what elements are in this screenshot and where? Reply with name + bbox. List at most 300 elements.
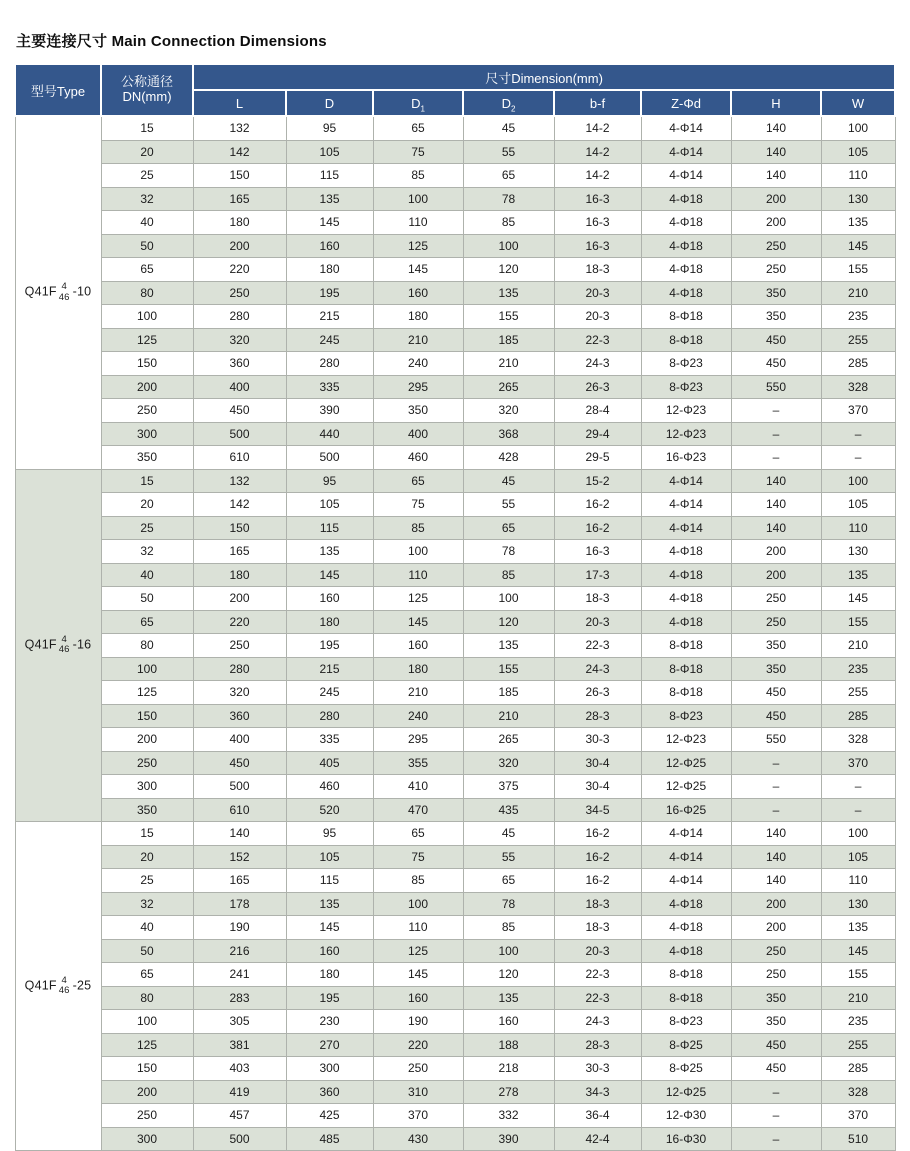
column-header-l: L <box>193 90 286 116</box>
dimension-cell: 265 <box>463 728 554 752</box>
table-row <box>15 986 895 1010</box>
dimension-cell: 155 <box>463 305 554 329</box>
column-header-d1: $D_1$ <box>373 90 463 116</box>
dimension-cell: 368 <box>463 422 554 446</box>
dimension-cell: 200 <box>731 916 821 940</box>
dn-cell: 200 <box>101 375 193 399</box>
dimension-cell: 85 <box>463 563 554 587</box>
dimension-cell: 12-Φ25 <box>641 751 731 775</box>
table-row <box>15 681 895 705</box>
dimension-cell: 34-5 <box>554 798 641 822</box>
dimension-cell: 190 <box>373 1010 463 1034</box>
dn-cell: 50 <box>101 939 193 963</box>
dn-cell: 25 <box>101 869 193 893</box>
dn-cell: 80 <box>101 281 193 305</box>
valve-type-cell: Q41F 4 46 -16 <box>15 469 101 822</box>
dn-header-line1: 公称通径 <box>120 74 173 90</box>
dimension-cell: 110 <box>373 563 463 587</box>
dimension-cell: 135 <box>821 563 895 587</box>
dimension-cell: 240 <box>373 352 463 376</box>
dn-cell: 80 <box>101 634 193 658</box>
dimension-cell: 400 <box>193 728 286 752</box>
dimension-cell: 320 <box>193 328 286 352</box>
dimension-cell: 450 <box>731 1033 821 1057</box>
dimension-cell: 4-Φ18 <box>641 540 731 564</box>
dn-cell: 15 <box>101 116 193 140</box>
dimension-cell: 100 <box>373 187 463 211</box>
dimension-cell: 430 <box>373 1127 463 1151</box>
dn-cell: 100 <box>101 1010 193 1034</box>
table-row <box>15 892 895 916</box>
dimension-cell: 210 <box>463 704 554 728</box>
dimension-cell: 435 <box>463 798 554 822</box>
dimension-cell: 100 <box>373 892 463 916</box>
dimension-cell: 26-3 <box>554 681 641 705</box>
dn-cell: 40 <box>101 916 193 940</box>
dimension-cell: 4-Φ18 <box>641 587 731 611</box>
column-header-bf: b-f <box>554 90 641 116</box>
dimension-cell: 150 <box>193 516 286 540</box>
dimension-cell: 28-4 <box>554 399 641 423</box>
dimension-cell: 4-Φ18 <box>641 234 731 258</box>
dimension-cell: 450 <box>731 328 821 352</box>
dimension-cell: 235 <box>821 305 895 329</box>
dimension-cell: 335 <box>286 728 373 752</box>
dimension-cell: 95 <box>286 469 373 493</box>
valve-type-cell: Q41F 4 46 -10 <box>15 116 101 469</box>
dimension-cell: 105 <box>821 493 895 517</box>
dimension-cell: 145 <box>373 963 463 987</box>
dimension-cell: 230 <box>286 1010 373 1034</box>
dimension-cell: 115 <box>286 869 373 893</box>
dimension-cell: 4-Φ14 <box>641 516 731 540</box>
dimension-cell: 125 <box>373 939 463 963</box>
table-row <box>15 140 895 164</box>
table-row <box>15 869 895 893</box>
dimension-cell: – <box>821 422 895 446</box>
dimension-cell: 255 <box>821 328 895 352</box>
dimension-cell: 160 <box>373 281 463 305</box>
dimension-cell: 370 <box>821 399 895 423</box>
dimension-cell: 178 <box>193 892 286 916</box>
dimension-cell: – <box>731 1104 821 1128</box>
dimension-cell: 210 <box>463 352 554 376</box>
dimension-cell: 36-4 <box>554 1104 641 1128</box>
dimension-cell: 142 <box>193 140 286 164</box>
dimension-cell: 18-3 <box>554 916 641 940</box>
dimension-cell: 110 <box>373 211 463 235</box>
dimension-cell: 110 <box>821 516 895 540</box>
table-header <box>15 64 895 116</box>
dimension-cell: 250 <box>731 258 821 282</box>
dimension-cell: 17-3 <box>554 563 641 587</box>
dn-cell: 80 <box>101 986 193 1010</box>
dimension-cell: 75 <box>373 140 463 164</box>
dimension-cell: 22-3 <box>554 963 641 987</box>
dn-cell: 50 <box>101 587 193 611</box>
type-stacked-figures: 4 46 <box>58 633 70 656</box>
dimension-cell: 215 <box>286 305 373 329</box>
dimension-cell: 350 <box>731 305 821 329</box>
column-header-dn <box>101 64 193 116</box>
dimension-cell: 165 <box>193 187 286 211</box>
dimension-cell: 12-Φ25 <box>641 775 731 799</box>
dimension-cell: 140 <box>731 845 821 869</box>
dimension-cell: 235 <box>821 1010 895 1034</box>
dimension-cell: 155 <box>821 258 895 282</box>
dimension-cell: 45 <box>463 469 554 493</box>
dimension-cell: 195 <box>286 986 373 1010</box>
dimension-cell: 295 <box>373 375 463 399</box>
dimension-cell: 165 <box>193 869 286 893</box>
dimension-cell: 132 <box>193 116 286 140</box>
dimension-cell: 4-Φ18 <box>641 892 731 916</box>
dimension-cell: – <box>731 751 821 775</box>
dimension-cell: 250 <box>193 281 286 305</box>
dn-cell: 65 <box>101 963 193 987</box>
dimension-cell: 16-2 <box>554 516 641 540</box>
dimension-cell: 250 <box>731 939 821 963</box>
dimension-cell: 185 <box>463 681 554 705</box>
dimension-cell: 4-Φ18 <box>641 610 731 634</box>
table-row <box>15 657 895 681</box>
dimension-cell: 28-3 <box>554 1033 641 1057</box>
dimension-cell: 20-3 <box>554 939 641 963</box>
dimension-cell: 381 <box>193 1033 286 1057</box>
dimension-cell: 220 <box>193 258 286 282</box>
dimension-cell: 400 <box>373 422 463 446</box>
dimension-cell: 120 <box>463 258 554 282</box>
dimension-cell: 360 <box>193 352 286 376</box>
dimension-cell: 457 <box>193 1104 286 1128</box>
dimension-cell: 4-Φ14 <box>641 493 731 517</box>
dimension-cell: 350 <box>731 1010 821 1034</box>
dn-cell: 20 <box>101 845 193 869</box>
table-row <box>15 1127 895 1151</box>
dimension-cell: 100 <box>463 234 554 258</box>
dimension-cell: 135 <box>821 916 895 940</box>
dimension-cell: 4-Φ14 <box>641 116 731 140</box>
dimension-cell: 405 <box>286 751 373 775</box>
dimension-cell: 150 <box>193 164 286 188</box>
dimension-cell: 320 <box>463 399 554 423</box>
dimension-cell: 14-2 <box>554 164 641 188</box>
table-row <box>15 281 895 305</box>
dimension-cell: 410 <box>373 775 463 799</box>
dimension-cell: 140 <box>731 469 821 493</box>
dimension-cell: 4-Φ18 <box>641 211 731 235</box>
dimension-cell: 142 <box>193 493 286 517</box>
dimension-cell: 110 <box>821 869 895 893</box>
dimension-cell: 12-Φ30 <box>641 1104 731 1128</box>
dimension-cell: 65 <box>373 116 463 140</box>
dimension-cell: 428 <box>463 446 554 470</box>
dimension-cell: – <box>731 446 821 470</box>
dimension-cell: 135 <box>463 986 554 1010</box>
table-row <box>15 1057 895 1081</box>
dimension-cell: 95 <box>286 116 373 140</box>
dimension-cell: 450 <box>731 681 821 705</box>
dimension-cell: 278 <box>463 1080 554 1104</box>
dimension-cell: 120 <box>463 610 554 634</box>
column-header-zd: Z-Φd <box>641 90 731 116</box>
dimension-cell: 152 <box>193 845 286 869</box>
dimension-cell: 115 <box>286 516 373 540</box>
dimension-cell: 185 <box>463 328 554 352</box>
dn-cell: 150 <box>101 1057 193 1081</box>
column-header-h: H <box>731 90 821 116</box>
dimension-cell: 216 <box>193 939 286 963</box>
dimension-cell: 65 <box>373 822 463 846</box>
dimension-cell: 8-Φ18 <box>641 634 731 658</box>
dimension-cell: 4-Φ14 <box>641 140 731 164</box>
table-row <box>15 822 895 846</box>
dimension-cell: 100 <box>821 469 895 493</box>
dimension-cell: 190 <box>193 916 286 940</box>
column-header-w: W <box>821 90 895 116</box>
dimension-cell: 4-Φ18 <box>641 281 731 305</box>
dimension-cell: 520 <box>286 798 373 822</box>
dimension-cell: 8-Φ25 <box>641 1057 731 1081</box>
dimension-cell: 24-3 <box>554 657 641 681</box>
dimension-cell: 130 <box>821 892 895 916</box>
dimension-cell: 15-2 <box>554 469 641 493</box>
type-stacked-figures: 4 46 <box>58 974 70 996</box>
dimension-cell: 12-Φ23 <box>641 399 731 423</box>
dimension-cell: 250 <box>731 587 821 611</box>
table-row <box>15 540 895 564</box>
column-header-d2: $D_2$ <box>463 90 554 116</box>
dimension-cell: 140 <box>731 869 821 893</box>
dimension-cell: 30-4 <box>554 775 641 799</box>
dimension-cell: 145 <box>286 916 373 940</box>
dn-cell: 32 <box>101 187 193 211</box>
table-row <box>15 563 895 587</box>
dimension-cell: 95 <box>286 822 373 846</box>
dimension-cell: 4-Φ18 <box>641 939 731 963</box>
dimension-cell: 160 <box>463 1010 554 1034</box>
dimension-cell: 400 <box>193 375 286 399</box>
table-row <box>15 305 895 329</box>
dimension-cell: 4-Φ14 <box>641 469 731 493</box>
dimension-cell: 305 <box>193 1010 286 1034</box>
dn-cell: 100 <box>101 657 193 681</box>
column-header-type: 型号Type <box>15 64 101 116</box>
dimension-cell: 14-2 <box>554 116 641 140</box>
dimension-cell: 4-Φ18 <box>641 563 731 587</box>
dimension-cell: 165 <box>193 540 286 564</box>
dimension-cell: 78 <box>463 540 554 564</box>
dimension-cell: 135 <box>286 187 373 211</box>
connection-dimensions-table <box>14 63 896 1151</box>
dimension-cell: 155 <box>463 657 554 681</box>
table-row <box>15 610 895 634</box>
dimension-cell: 100 <box>463 939 554 963</box>
dimension-cell: 250 <box>731 610 821 634</box>
table-row <box>15 634 895 658</box>
dimension-cell: 440 <box>286 422 373 446</box>
dimension-cell: 200 <box>731 211 821 235</box>
dimension-cell: 45 <box>463 822 554 846</box>
dimension-cell: 155 <box>821 963 895 987</box>
dimension-cell: – <box>731 1080 821 1104</box>
dimension-cell: 195 <box>286 634 373 658</box>
dimension-cell: 285 <box>821 352 895 376</box>
dn-cell: 300 <box>101 422 193 446</box>
table-row <box>15 328 895 352</box>
dimension-cell: 160 <box>373 986 463 1010</box>
dimension-cell: 105 <box>821 845 895 869</box>
dimension-cell: 250 <box>373 1057 463 1081</box>
dimension-cell: 355 <box>373 751 463 775</box>
dimension-cell: 550 <box>731 728 821 752</box>
dimension-cell: 140 <box>731 822 821 846</box>
type-stacked-figures: 4 46 <box>58 281 70 303</box>
dimension-cell: 14-2 <box>554 140 641 164</box>
dimension-cell: 328 <box>821 1080 895 1104</box>
dimension-cell: 450 <box>193 751 286 775</box>
dn-cell: 40 <box>101 563 193 587</box>
dn-cell: 32 <box>101 892 193 916</box>
dimension-cell: 18-3 <box>554 258 641 282</box>
dimension-cell: 145 <box>821 587 895 611</box>
table-row <box>15 775 895 799</box>
dimension-cell: 350 <box>731 634 821 658</box>
dimension-cell: 370 <box>821 751 895 775</box>
dn-cell: 200 <box>101 728 193 752</box>
dimension-cell: 29-4 <box>554 422 641 446</box>
dimension-cell: 160 <box>286 234 373 258</box>
dimension-cell: 8-Φ18 <box>641 657 731 681</box>
dimension-cell: 8-Φ23 <box>641 375 731 399</box>
dimension-cell: – <box>821 775 895 799</box>
dimension-cell: 85 <box>373 516 463 540</box>
table-row <box>15 422 895 446</box>
dimension-cell: 145 <box>821 939 895 963</box>
dimension-cell: 29-5 <box>554 446 641 470</box>
dimension-cell: 220 <box>373 1033 463 1057</box>
dimension-cell: 500 <box>193 1127 286 1151</box>
dn-cell: 250 <box>101 399 193 423</box>
dimension-cell: 280 <box>286 352 373 376</box>
dimension-cell: – <box>821 446 895 470</box>
dimension-cell: 215 <box>286 657 373 681</box>
table-row <box>15 916 895 940</box>
dimension-cell: 8-Φ18 <box>641 305 731 329</box>
dimension-cell: 85 <box>463 916 554 940</box>
dimension-cell: 200 <box>731 563 821 587</box>
dimension-cell: 26-3 <box>554 375 641 399</box>
valve-type-cell: Q41F 4 46 -25 <box>15 822 101 1151</box>
dimension-cell: 8-Φ18 <box>641 681 731 705</box>
dimension-cell: 350 <box>731 986 821 1010</box>
dimension-cell: 403 <box>193 1057 286 1081</box>
dimension-cell: 450 <box>731 704 821 728</box>
dimension-cell: 4-Φ18 <box>641 916 731 940</box>
dimension-cell: 55 <box>463 140 554 164</box>
dimension-cell: 145 <box>286 211 373 235</box>
dimension-cell: 12-Φ25 <box>641 1080 731 1104</box>
dimension-cell: 20-3 <box>554 281 641 305</box>
dimension-cell: 332 <box>463 1104 554 1128</box>
dimension-cell: 500 <box>286 446 373 470</box>
dimension-cell: 235 <box>821 657 895 681</box>
dimension-cell: 210 <box>373 681 463 705</box>
dn-cell: 65 <box>101 258 193 282</box>
dn-cell: 300 <box>101 1127 193 1151</box>
dimension-cell: 16-Φ25 <box>641 798 731 822</box>
dimension-cell: 140 <box>731 140 821 164</box>
dimension-cell: 20-3 <box>554 610 641 634</box>
dimension-cell: 210 <box>373 328 463 352</box>
dimension-cell: – <box>821 798 895 822</box>
table-row <box>15 258 895 282</box>
dimension-cell: 180 <box>373 657 463 681</box>
dimension-cell: 283 <box>193 986 286 1010</box>
dimension-cell: 145 <box>373 258 463 282</box>
table-row <box>15 939 895 963</box>
dimension-cell: 485 <box>286 1127 373 1151</box>
dn-cell: 25 <box>101 516 193 540</box>
dimension-cell: 270 <box>286 1033 373 1057</box>
dimension-cell: 78 <box>463 892 554 916</box>
dn-cell: 25 <box>101 164 193 188</box>
dimension-cell: 510 <box>821 1127 895 1151</box>
dimension-cell: 135 <box>463 281 554 305</box>
dimension-cell: 250 <box>731 963 821 987</box>
dimension-cell: 335 <box>286 375 373 399</box>
table-row <box>15 1010 895 1034</box>
dimension-cell: 16-3 <box>554 211 641 235</box>
dimension-cell: 470 <box>373 798 463 822</box>
dimension-cell: 8-Φ23 <box>641 352 731 376</box>
dimension-cell: 135 <box>286 892 373 916</box>
dimension-cell: 4-Φ18 <box>641 187 731 211</box>
dimension-cell: 250 <box>193 634 286 658</box>
dimension-cell: 280 <box>193 657 286 681</box>
dimension-cell: 8-Φ23 <box>641 1010 731 1034</box>
dn-cell: 15 <box>101 822 193 846</box>
dimension-cell: – <box>731 1127 821 1151</box>
dimension-cell: 500 <box>193 422 286 446</box>
dimension-cell: 180 <box>373 305 463 329</box>
header-row-top <box>15 64 895 90</box>
dimension-cell: 285 <box>821 1057 895 1081</box>
table-row <box>15 704 895 728</box>
dimension-cell: 140 <box>731 516 821 540</box>
dimension-cell: 145 <box>286 563 373 587</box>
dimension-cell: 210 <box>821 634 895 658</box>
dimension-cell: 425 <box>286 1104 373 1128</box>
dimension-cell: 105 <box>286 493 373 517</box>
dimension-cell: 280 <box>193 305 286 329</box>
dimension-cell: 350 <box>731 657 821 681</box>
dimension-cell: 65 <box>463 516 554 540</box>
dimension-cell: 4-Φ14 <box>641 869 731 893</box>
table-row <box>15 211 895 235</box>
dimension-cell: 115 <box>286 164 373 188</box>
dimension-cell: 12-Φ23 <box>641 728 731 752</box>
dimension-cell: 16-2 <box>554 869 641 893</box>
dimension-cell: 610 <box>193 446 286 470</box>
dimension-cell: 16-3 <box>554 234 641 258</box>
dn-cell: 125 <box>101 328 193 352</box>
dimension-cell: 132 <box>193 469 286 493</box>
dimension-cell: 65 <box>463 164 554 188</box>
dimension-cell: 241 <box>193 963 286 987</box>
dimension-cell: 140 <box>731 493 821 517</box>
dimension-cell: 320 <box>463 751 554 775</box>
